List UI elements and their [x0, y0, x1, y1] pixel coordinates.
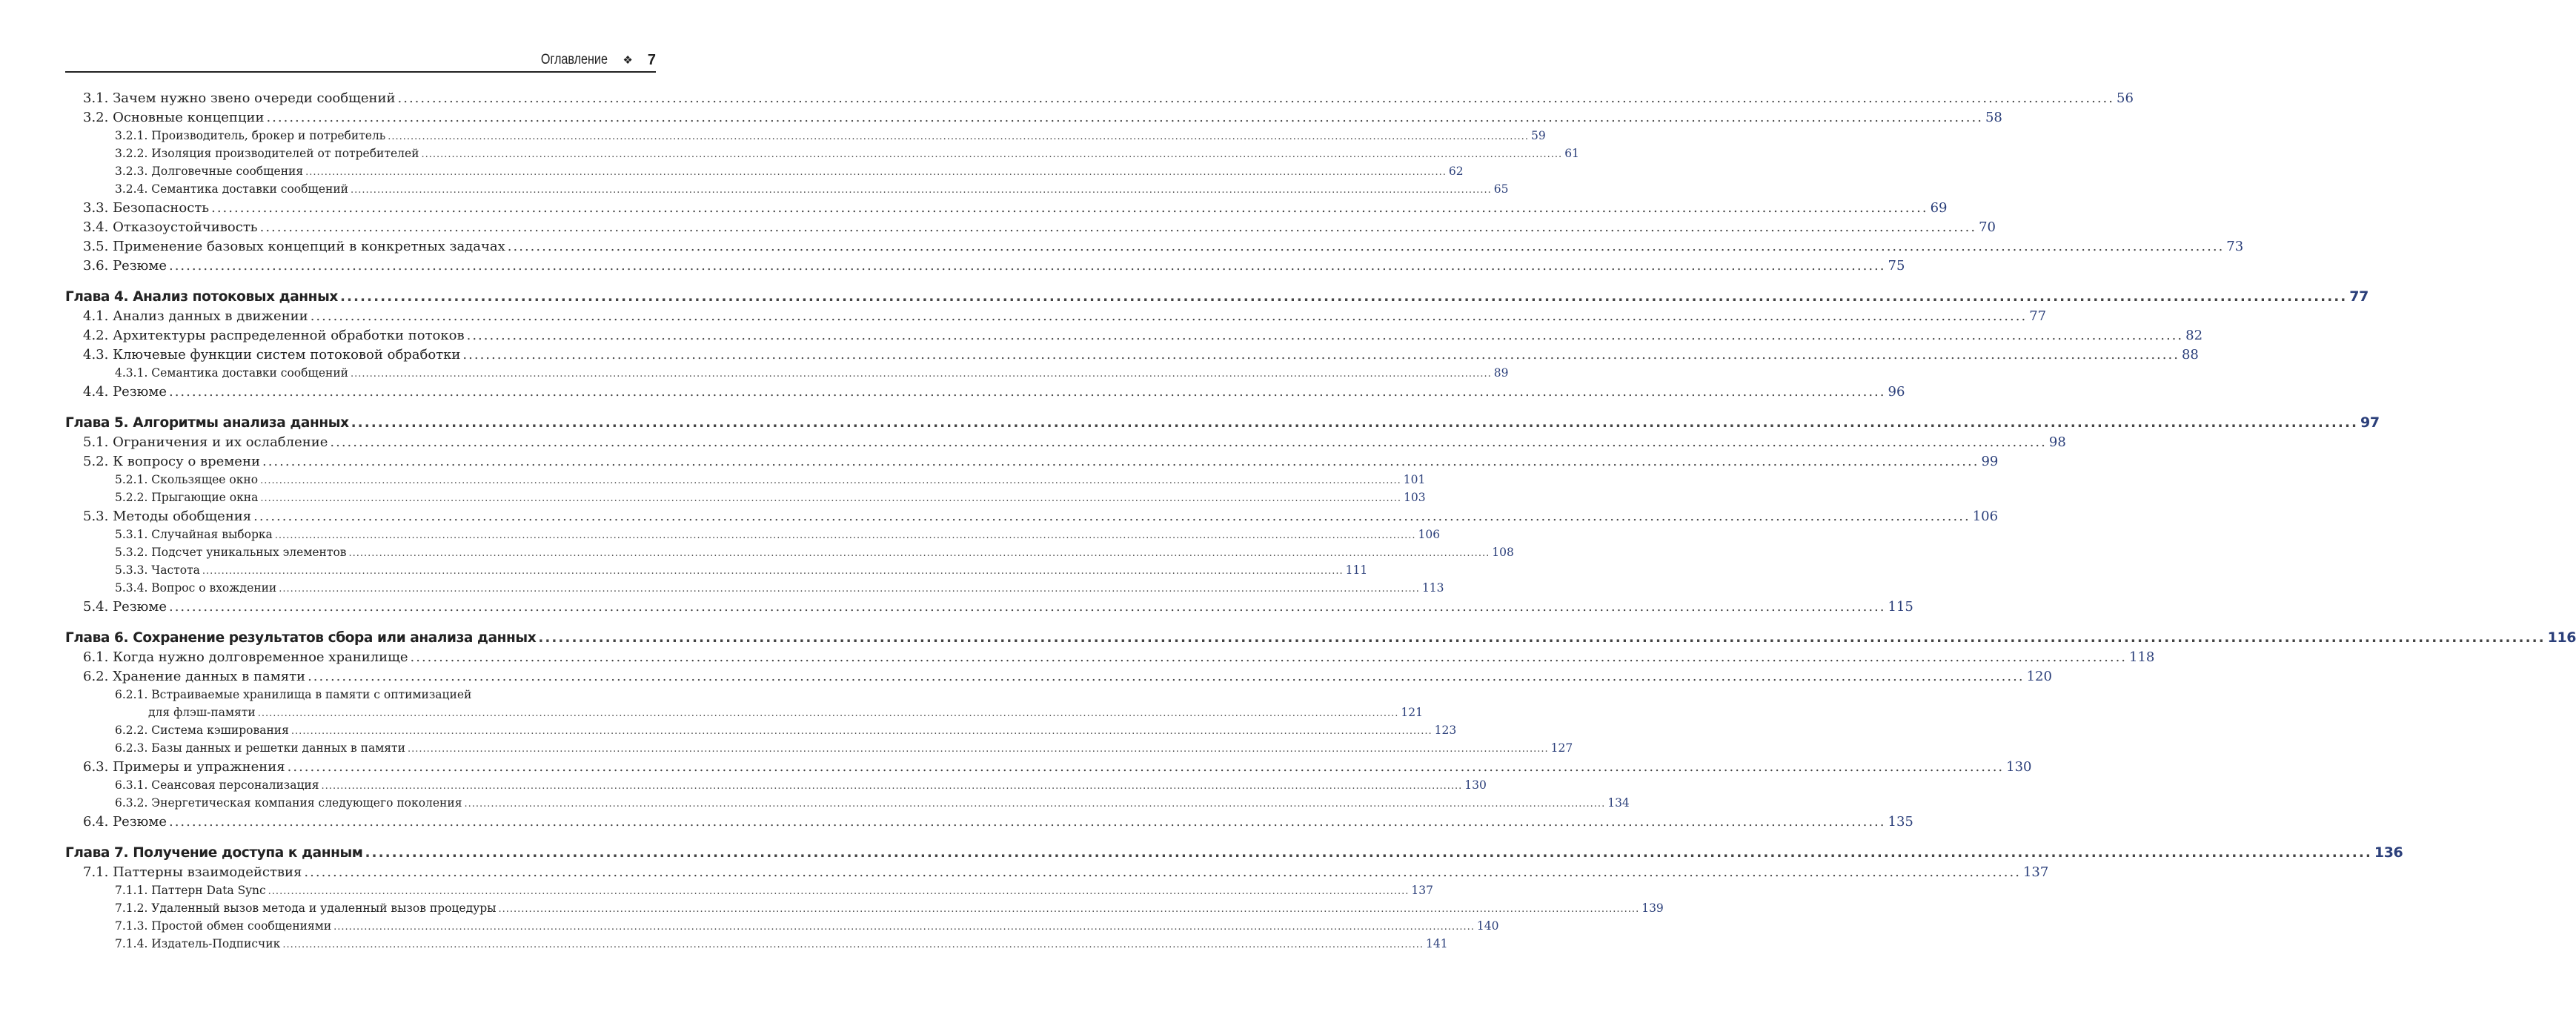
toc-entry-title: 5.2.1. Скользящее окно	[115, 473, 259, 486]
toc-entry[interactable]	[65, 110, 2002, 129]
toc-entry-title: 7.1. Паттерны взаимодействия	[83, 864, 302, 880]
leader-dots: ............................................................................................................................................................................................................................................................................................................	[365, 845, 2372, 861]
leader-dots: ............................................................................................................................................................................................................................................................................................................	[260, 475, 1401, 486]
running-header	[65, 49, 656, 73]
leader-dots: ............................................................................................................................................................................................................................................................................................................	[397, 90, 2115, 106]
leader-dots: ............................................................................................................................................................................................................................................................................................................	[333, 922, 1475, 933]
toc-entry-title: 7.1.4. Издатель-Подписчик	[115, 937, 281, 950]
toc-page-number: 97	[2360, 414, 2380, 431]
toc-entry[interactable]	[65, 919, 1499, 937]
toc-page-number: 98	[2048, 434, 2066, 450]
toc-page-number: 58	[1985, 110, 2002, 125]
toc-entry[interactable]	[65, 546, 1514, 563]
toc-entry-title: 7.1.3. Простой обмен сообщениями	[115, 919, 332, 933]
toc-page-number: 70	[1979, 219, 1996, 235]
leader-dots: ............................................................................................................................................................................................................................................................................................................	[282, 939, 1424, 950]
toc-entry-title: 4.2. Архитектуры распределенной обработки потоков	[83, 328, 465, 343]
leader-dots: ............................................................................................................................................................................................................................................................................................................	[421, 149, 1563, 160]
leader-dots: ............................................................................................................................................................................................................................................................................................................	[308, 669, 2025, 684]
toc-entry-title: 5.2.2. Прыгающие окна	[115, 491, 259, 504]
toc-entry-title: 5.3.1. Случайная выборка	[115, 528, 273, 541]
toc-entry-title: Глава 6. Сохранение результатов сбора или анализа данных	[65, 630, 537, 646]
toc-entry-title: Глава 5. Алгоритмы анализа данных	[65, 415, 349, 431]
toc-entry-title: 6.1. Когда нужно долговременное хранилище	[83, 649, 408, 665]
toc-page-number: 121	[1401, 706, 1424, 719]
toc-entry[interactable]	[65, 649, 2155, 669]
toc-chapter[interactable]	[65, 629, 2576, 649]
leader-dots: ............................................................................................................................................................................................................................................................................................................	[168, 384, 1886, 400]
toc-entry[interactable]	[65, 741, 1573, 759]
toc-page-number: 140	[1476, 919, 1499, 933]
toc-page-number: 62	[1448, 165, 1464, 178]
leader-dots: ............................................................................................................................................................................................................................................................................................................	[287, 759, 2005, 775]
toc-page-number: 106	[1418, 528, 1441, 541]
toc-entry[interactable]	[65, 200, 1948, 219]
toc-entry-title: 6.2.2. Система кэширования	[115, 724, 289, 737]
toc-chapter[interactable]	[65, 844, 2403, 864]
toc-page-number: 89	[1493, 366, 1509, 380]
toc-page-number: 136	[2374, 844, 2403, 861]
toc-entry[interactable]	[65, 814, 1913, 833]
toc-page-number: 103	[1404, 491, 1426, 504]
leader-dots: ............................................................................................................................................................................................................................................................................................................	[257, 708, 1399, 719]
toc-entry-title: 6.3.2. Энергетическая компания следующего поколения	[115, 796, 462, 810]
toc-entry-title: 5.3.2. Подсчет уникальных элементов	[115, 546, 347, 559]
leader-dots: ............................................................................................................................................................................................................................................................................................................	[466, 328, 2184, 343]
toc-page-number: 101	[1403, 473, 1426, 486]
leader-dots: ............................................................................................................................................................................................................................................................................................................	[321, 781, 1463, 792]
toc-entry[interactable]	[65, 308, 2047, 328]
toc-entry-title: 3.1. Зачем нужно звено очереди сообщений	[83, 90, 396, 106]
toc-page-number: 99	[1981, 454, 1999, 469]
toc-entry-title: 3.2.2. Изоляция производителей от потребителей	[115, 147, 419, 160]
toc-chapter[interactable]	[65, 288, 2368, 308]
toc-entry[interactable]	[65, 129, 1546, 147]
toc-entry[interactable]	[65, 366, 1509, 384]
toc-entry-title: 6.3.1. Сеансовая персонализация	[115, 778, 319, 792]
leader-dots: ............................................................................................................................................................................................................................................................................................................	[305, 167, 1447, 178]
leader-dots: ............................................................................................................................................................................................................................................................................................................	[168, 814, 1886, 830]
leader-dots: ............................................................................................................................................................................................................................................................................................................	[464, 798, 1606, 810]
toc-entry-title: 6.2.1. Встраиваемые хранилища в памяти с оптимизацией	[115, 688, 472, 701]
leader-dots: ............................................................................................................................................................................................................................................................................................................	[462, 347, 2180, 363]
toc-page-number: 118	[2129, 649, 2155, 665]
leader-dots: ............................................................................................................................................................................................................................................................................................................	[498, 904, 1640, 915]
toc-page-number: 141	[1426, 937, 1448, 950]
table-of-contents	[65, 90, 2576, 955]
toc-entry-title: 5.3.3. Частота	[115, 563, 200, 577]
toc-entry-title: 5.4. Резюме	[83, 599, 167, 615]
toc-chapter[interactable]	[65, 414, 2380, 434]
toc-entry[interactable]	[65, 778, 1487, 796]
toc-entry-title: 4.4. Резюме	[83, 384, 167, 400]
leader-dots: ............................................................................................................................................................................................................................................................................................................	[330, 434, 2047, 450]
toc-entry-title: Глава 4. Анализ потоковых данных	[65, 289, 338, 305]
leader-dots: ............................................................................................................................................................................................................................................................................................................	[348, 548, 1490, 559]
ornament-icon: ❖	[623, 54, 633, 67]
leader-dots: ............................................................................................................................................................................................................................................................................................................	[291, 726, 1433, 737]
toc-entry[interactable]	[65, 219, 1996, 239]
toc-entry-title: 3.2.3. Долговечные сообщения	[115, 165, 304, 178]
toc-entry[interactable]	[65, 901, 1664, 919]
toc-entry-title: 3.2. Основные концепции	[83, 110, 265, 125]
toc-page-number: 137	[2022, 864, 2049, 880]
toc-entry[interactable]	[65, 165, 1464, 182]
toc-entry-title: 5.3. Методы обобщения	[83, 509, 252, 524]
leader-dots: ............................................................................................................................................................................................................................................................................................................	[168, 258, 1886, 274]
toc-entry[interactable]	[65, 864, 2049, 884]
toc-entry-title: 4.3.1. Семантика доставки сообщений	[115, 366, 349, 380]
toc-page-number: 127	[1550, 741, 1573, 755]
leader-dots: ............................................................................................................................................................................................................................................................................................................	[211, 200, 1928, 216]
toc-entry-title: 4.3. Ключевые функции систем потоковой обработки	[83, 347, 461, 363]
toc-entry[interactable]	[65, 528, 1441, 546]
toc-entry-title: 6.4. Резюме	[83, 814, 167, 830]
toc-entry-title: 3.2.1. Производитель, брокер и потребитель	[115, 129, 386, 142]
toc-entry[interactable]	[65, 328, 2203, 347]
leader-dots: ............................................................................................................................................................................................................................................................................................................	[202, 566, 1344, 577]
toc-entry-title-continuation: для флэш-памяти	[148, 706, 256, 719]
leader-dots: ............................................................................................................................................................................................................................................................................................................	[351, 185, 1492, 196]
toc-entry[interactable]	[65, 796, 1630, 814]
toc-entry[interactable]	[65, 759, 2032, 778]
leader-dots: ............................................................................................................................................................................................................................................................................................................	[168, 599, 1886, 615]
leader-dots: ............................................................................................................................................................................................................................................................................................................	[407, 744, 1549, 755]
leader-dots: ............................................................................................................................................................................................................................................................................................................	[507, 239, 2225, 254]
leader-dots: ............................................................................................................................................................................................................................................................................................................	[410, 649, 2128, 665]
toc-page-number: 77	[2349, 288, 2368, 305]
toc-entry[interactable]	[65, 384, 1905, 403]
toc-page-number: 75	[1888, 258, 1905, 274]
toc-entry[interactable]	[65, 347, 2199, 366]
toc-entry[interactable]	[65, 669, 2052, 688]
toc-entry-title: 6.2. Хранение данных в памяти	[83, 669, 306, 684]
toc-entry[interactable]	[65, 724, 1457, 741]
toc-page-number: 113	[1421, 581, 1444, 595]
leader-dots: ............................................................................................................................................................................................................................................................................................................	[266, 110, 1983, 125]
toc-entry-title: 3.4. Отказоустойчивость	[83, 219, 258, 235]
toc-page-number: 130	[2006, 759, 2032, 775]
toc-entry[interactable]	[65, 454, 1999, 473]
toc-page-number: 59	[1530, 129, 1546, 142]
toc-page-number: 130	[1464, 778, 1487, 792]
toc-entry-title: 7.1.2. Удаленный вызов метода и удаленный вызов процедуры	[115, 901, 497, 915]
toc-entry-title: 3.2.4. Семантика доставки сообщений	[115, 182, 349, 196]
toc-entry[interactable]	[65, 182, 1509, 200]
toc-page-number: 123	[1434, 724, 1457, 737]
toc-entry-title: 4.1. Анализ данных в движении	[83, 308, 308, 324]
toc-entry-title: 3.3. Безопасность	[83, 200, 210, 216]
toc-entry[interactable]	[65, 147, 1579, 165]
leader-dots: ............................................................................................................................................................................................................................................................................................................	[351, 368, 1492, 380]
leader-dots: ............................................................................................................................................................................................................................................................................................................	[388, 131, 1529, 142]
toc-entry-title: 5.1. Ограничения и их ослабление	[83, 434, 328, 450]
toc-entry[interactable]	[65, 491, 1426, 509]
leader-dots: ............................................................................................................................................................................................................................................................................................................	[538, 630, 2546, 646]
toc-page-number: 96	[1888, 384, 1905, 400]
toc-page-number: 73	[2226, 239, 2244, 254]
leader-dots: ............................................................................................................................................................................................................................................................................................................	[259, 219, 1977, 235]
leader-dots: ............................................................................................................................................................................................................................................................................................................	[339, 289, 2348, 305]
toc-page-number: 77	[2029, 308, 2047, 324]
leader-dots: ............................................................................................................................................................................................................................................................................................................	[279, 583, 1420, 595]
toc-entry[interactable]	[65, 258, 1905, 277]
toc-entry[interactable]	[65, 563, 1368, 581]
leader-dots: ............................................................................................................................................................................................................................................................................................................	[351, 415, 2359, 431]
toc-page-number: 56	[2117, 90, 2134, 106]
toc-page-number: 69	[1930, 200, 1948, 216]
section-title: Оглавление	[541, 52, 608, 67]
toc-page-number: 137	[1411, 884, 1433, 897]
page-number: 7	[647, 51, 656, 68]
toc-entry[interactable]	[65, 239, 2244, 258]
toc-entry[interactable]	[65, 473, 1426, 491]
leader-dots: ............................................................................................................................................................................................................................................................................................................	[253, 509, 1971, 524]
leader-dots: ............................................................................................................................................................................................................................................................................................................	[262, 454, 1979, 469]
toc-entry[interactable]	[65, 90, 2134, 110]
toc-page-number: 116	[2547, 629, 2576, 646]
toc-entry-title: 5.3.4. Вопрос о вхождении	[115, 581, 277, 595]
toc-page-number: 115	[1888, 599, 1913, 615]
leader-dots: ............................................................................................................................................................................................................................................................................................................	[274, 530, 1416, 541]
toc-page-number: 106	[1972, 509, 1999, 524]
toc-entry-title: 5.2. К вопросу о времени	[83, 454, 260, 469]
toc-entry-title: 6.2.3. Базы данных и решетки данных в памяти	[115, 741, 405, 755]
toc-entry[interactable]	[65, 434, 2066, 454]
toc-entry[interactable]	[65, 706, 1424, 724]
toc-page-number: 135	[1888, 814, 1913, 830]
toc-entry-title: 6.3. Примеры и упражнения	[83, 759, 285, 775]
toc-entry[interactable]	[65, 509, 1999, 528]
toc-page-number: 111	[1345, 563, 1368, 577]
toc-entry[interactable]	[65, 937, 1448, 955]
leader-dots: ............................................................................................................................................................................................................................................................................................................	[304, 864, 2021, 880]
toc-entry-title: 7.1.1. Паттерн Data Sync	[115, 884, 266, 897]
leader-dots: ............................................................................................................................................................................................................................................................................................................	[310, 308, 2028, 324]
toc-page-number: 139	[1641, 901, 1664, 915]
toc-page-number: 120	[2026, 669, 2052, 684]
toc-page-number: 65	[1493, 182, 1509, 196]
toc-page-number: 134	[1607, 796, 1630, 810]
toc-entry[interactable]	[65, 581, 1444, 599]
toc-entry-title: Глава 7. Получение доступа к данным	[65, 845, 363, 861]
toc-page-number: 108	[1492, 546, 1514, 559]
toc-page-number: 61	[1564, 147, 1579, 160]
toc-page-number: 82	[2185, 328, 2203, 343]
toc-entry[interactable]	[65, 599, 1913, 618]
toc-entry[interactable]	[65, 884, 1433, 901]
leader-dots: ............................................................................................................................................................................................................................................................................................................	[268, 886, 1410, 897]
toc-entry-title: 3.5. Применение базовых концепций в конкретных задачах	[83, 239, 505, 254]
toc-page-number: 88	[2181, 347, 2199, 363]
toc-entry-title: 3.6. Резюме	[83, 258, 167, 274]
leader-dots: ............................................................................................................................................................................................................................................................................................................	[260, 493, 1402, 504]
